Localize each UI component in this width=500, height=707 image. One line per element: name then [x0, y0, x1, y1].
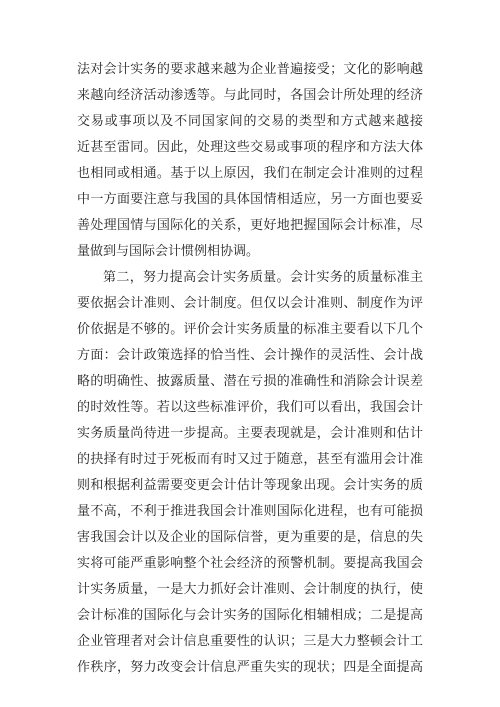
text-line: 量不高，不利于推进我国会计准则国际化进程，也有可能损 [77, 504, 423, 519]
text-line: 中一方面要注意与我国的具体国情相适应，另一方面也要妥 [77, 192, 423, 207]
paragraph-start-line: 第二，努力提高会计实务质量。会计实务的质量标准主 [103, 270, 423, 285]
text-line: 也相同或相通。基于以上原因，我们在制定会计准则的过程 [77, 166, 423, 181]
text-line: 害我国会计以及企业的国际信誉，更为重要的是，信息的失 [77, 530, 423, 545]
text-line: 的时效性等。若以这些标准评价，我们可以看出，我国会计 [77, 400, 423, 415]
text-line: 计实务质量，一是大力抓好会计准则、会计制度的执行，使 [77, 582, 423, 597]
text-line: 企业管理者对会计信息重要性的认识；三是大力整顿会计工 [77, 634, 423, 649]
text-line: 近甚至雷同。因此，处理这些交易或事项的程序和方法大体 [77, 140, 423, 155]
text-line: 交易或事项以及不同国家间的交易的类型和方式越来越接 [77, 114, 423, 129]
text-line: 略的明确性、披露质量、潜在亏损的准确性和消除会计误差 [77, 374, 423, 389]
text-line: 作秩序，努力改变会计信息严重失实的现状；四是全面提高 [77, 660, 423, 675]
text-line: 要依据会计准则、会计制度。但仅以会计准则、制度作为评 [77, 296, 423, 311]
body-text [77, 57, 423, 681]
text-line: 方面：会计政策选择的恰当性、会计操作的灵活性、会计战 [77, 348, 423, 363]
text-line: 法对会计实务的要求越来越为企业普遍接受；文化的影响越 [77, 62, 423, 77]
text-line: 实将可能严重影响整个社会经济的预警机制。要提高我国会 [77, 556, 423, 571]
text-line: 则和根据利益需要变更会计估计等现象出现。会计实务的质 [77, 478, 423, 493]
paragraph-end-line: 量做到与国际会计惯例相协调。 [77, 244, 260, 259]
text-line: 来越向经济活动渗透等。与此同时，各国会计所处理的经济 [77, 88, 423, 103]
text-line: 价依据是不够的。评价会计实务质量的标准主要看以下几个 [77, 322, 423, 337]
text-line: 善处理国情与国际化的关系，更好地把握国际会计标准，尽 [77, 218, 423, 233]
text-line: 实务质量尚待进一步提高。主要表现就是，会计准则和估计 [77, 426, 423, 441]
text-line: 会计标准的国际化与会计实务的国际化相辅相成；二是提高 [77, 608, 423, 623]
text-line: 的抉择有时过于死板而有时又过于随意，甚至有滥用会计准 [77, 452, 423, 467]
